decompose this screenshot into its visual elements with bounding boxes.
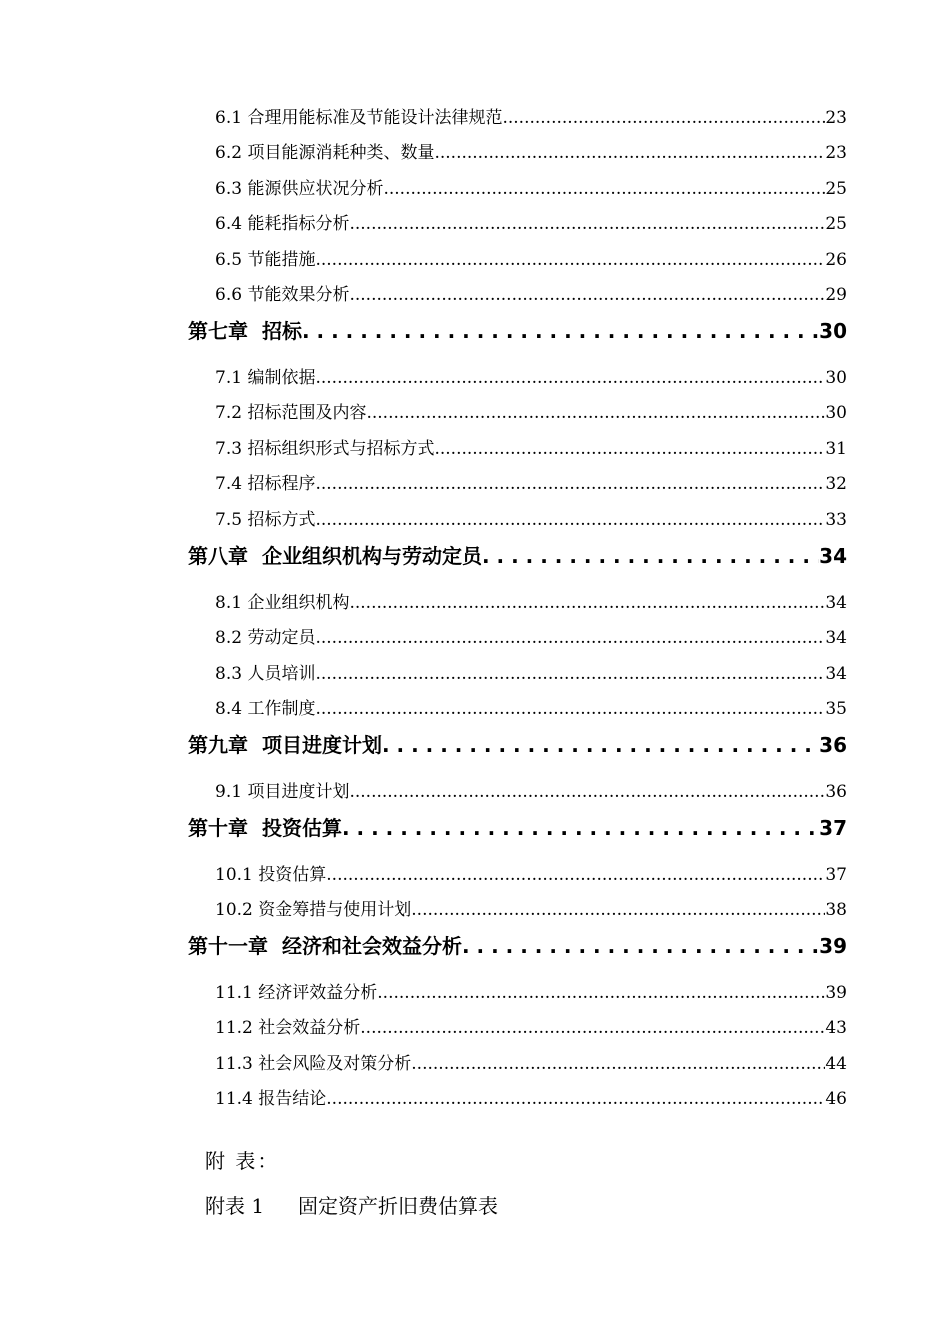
toc-section-title: 8.1 企业组织机构 [215,593,350,613]
toc-chapter-entry [188,318,847,344]
toc-section-title: 8.2 劳动定员 [215,628,316,648]
toc-page-number: 34 [825,628,847,648]
toc-chapter-title: 经济和社会效益分析 [282,934,462,958]
toc-dot-leader [411,899,825,921]
toc-section-title: 7.5 招标方式 [215,510,316,530]
toc-chapter-number: 第十一章 [188,934,268,958]
toc-page-number: 44 [825,1054,847,1074]
toc-page-number: 30 [825,403,847,423]
toc-chapter-entry [188,732,847,758]
toc-dot-leader [383,178,825,200]
toc-section-entry [215,509,847,531]
toc-section-entry [215,142,847,164]
appendix-item [205,1193,498,1219]
toc-page-number: 34 [825,664,847,684]
toc-section-entry [215,899,847,921]
toc-section-entry [215,982,847,1004]
toc-page-number: 25 [825,179,847,199]
toc-chapter-title: 投资估算 [262,816,342,840]
toc-section-entry [215,627,847,649]
toc-chapter-entry [188,933,847,959]
toc-dot-leader [377,982,825,1004]
toc-section-title: 6.2 项目能源消耗种类、数量 [215,143,435,163]
toc-section-title: 6.6 节能效果分析 [215,285,350,305]
toc-section-entry [215,1017,847,1039]
toc-section-entry [215,107,847,129]
toc-page-number: 30 [825,368,847,388]
toc-section-entry [215,1088,847,1110]
toc-dot-leader [349,213,825,235]
toc-chapter-number: 第十章 [188,816,248,840]
toc-dot-leader [366,402,825,424]
toc-dot-leader [315,249,825,271]
toc-section-title: 11.3 社会风险及对策分析 [215,1054,412,1074]
toc-page-number: 39 [819,934,847,958]
toc-page-number: 36 [819,733,847,757]
toc-chapter-number: 第九章 [188,733,248,757]
toc-dot-leader [315,698,825,720]
toc-section-title: 6.3 能源供应状况分析 [215,179,384,199]
toc-page-number: 46 [825,1089,847,1109]
toc-page-number: 38 [825,900,847,920]
toc-page-number: 23 [825,108,847,128]
toc-section-title: 7.1 编制依据 [215,368,316,388]
toc-chapter-number: 第八章 [188,544,248,568]
toc-dot-leader [349,284,825,306]
toc-section-entry [215,592,847,614]
toc-section-entry [215,402,847,424]
toc-page-number: 30 [819,319,847,343]
toc-dot-leader [326,1088,825,1110]
toc-section-entry [215,1053,847,1075]
toc-section-title: 6.5 节能措施 [215,250,316,270]
toc-page-number: 34 [825,593,847,613]
toc-dot-leader [502,107,825,129]
toc-section-title: 6.1 合理用能标准及节能设计法律规范 [215,108,503,128]
toc-chapter-title: 企业组织机构与劳动定员 [262,544,482,568]
toc-page-number: 35 [825,699,847,719]
toc-section-entry [215,473,847,495]
toc-page-number: 39 [825,983,847,1003]
toc-dot-leader [315,627,825,649]
toc-dot-leader [434,438,825,460]
toc-section-title: 11.2 社会效益分析 [215,1018,361,1038]
toc-dot-leader [326,864,825,886]
toc-page-number: 29 [825,285,847,305]
toc-section-title: 7.3 招标组织形式与招标方式 [215,439,435,459]
toc-dot-leader [482,543,819,569]
toc-section-entry [215,663,847,685]
toc-section-title: 10.1 投资估算 [215,865,327,885]
toc-section-entry [215,438,847,460]
toc-section-title: 9.1 项目进度计划 [215,782,350,802]
toc-dot-leader [315,509,825,531]
toc-page-number: 37 [819,816,847,840]
toc-section-entry [215,864,847,886]
toc-page-number: 33 [825,510,847,530]
toc-dot-leader [315,367,825,389]
toc-chapter-entry [188,543,847,569]
toc-dot-leader [434,142,825,164]
toc-dot-leader [462,933,819,959]
toc-page-number: 34 [819,544,847,568]
toc-page-number: 36 [825,782,847,802]
toc-page-number: 23 [825,143,847,163]
toc-dot-leader [349,592,825,614]
toc-page-number: 26 [825,250,847,270]
toc-section-entry [215,178,847,200]
toc-section-entry [215,698,847,720]
toc-dot-leader [360,1017,825,1039]
toc-section-title: 8.3 人员培训 [215,664,316,684]
toc-dot-leader [302,318,819,344]
toc-section-title: 11.4 报告结论 [215,1089,327,1109]
toc-chapter-title: 项目进度计划 [262,733,382,757]
toc-section-entry [215,249,847,271]
toc-section-title: 6.4 能耗指标分析 [215,214,350,234]
toc-dot-leader [342,815,819,841]
toc-page-number: 25 [825,214,847,234]
toc-section-title: 8.4 工作制度 [215,699,316,719]
toc-dot-leader [349,781,825,803]
toc-section-entry [215,284,847,306]
toc-chapter-title: 招标 [262,319,302,343]
toc-dot-leader [411,1053,825,1075]
appendix-item-title: 固定资产折旧费估算表 [298,1194,498,1218]
toc-page-number: 32 [825,474,847,494]
toc-section-entry [215,213,847,235]
toc-section-entry [215,781,847,803]
toc-chapter-entry [188,815,847,841]
toc-section-title: 10.2 资金筹措与使用计划 [215,900,412,920]
toc-dot-leader [315,473,825,495]
toc-page-number: 37 [825,865,847,885]
toc-dot-leader [315,663,825,685]
appendix-item-number: 附表 1 [205,1194,265,1218]
toc-section-title: 7.2 招标范围及内容 [215,403,367,423]
toc-chapter-number: 第七章 [188,319,248,343]
toc-page-number: 31 [825,439,847,459]
toc-dot-leader [382,732,819,758]
appendix-heading: 附 表： [205,1149,280,1173]
toc-page-number: 43 [825,1018,847,1038]
toc-section-title: 11.1 经济评效益分析 [215,983,378,1003]
toc-section-entry [215,367,847,389]
toc-section-title: 7.4 招标程序 [215,474,316,494]
